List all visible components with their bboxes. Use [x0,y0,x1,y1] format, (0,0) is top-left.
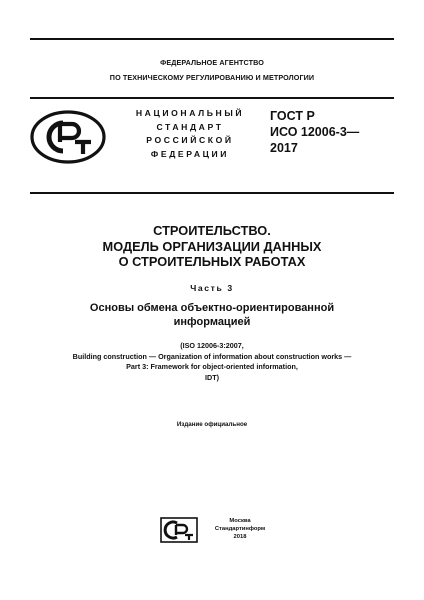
standard-number-line: ИСО 12006-3— [270,125,360,139]
document-title [40,223,384,270]
top-rule [30,38,394,40]
national-line: НАЦИОНАЛЬНЫЙ [135,108,245,118]
iso-line: Part 3: Framework for object-oriented information, [126,362,298,372]
national-line: СТАНДАРТ [156,121,224,132]
bottom-rule [30,192,394,194]
subtitle-line: Основы обмена объектно-ориентированной [89,302,335,314]
publisher-info [200,518,280,541]
iso-line: IDT) [205,372,219,382]
national-line: ФЕДЕРАЦИИ [150,148,230,159]
document-subtitle [40,301,384,329]
official-edition-label: Издание официальное [176,421,248,428]
iso-reference [20,341,404,383]
title-line: О СТРОИТЕЛЬНЫХ РАБОТАХ [118,254,306,269]
standartinform-logo-icon [160,517,198,543]
national-line: РОССИЙСКОЙ [146,135,234,145]
publisher-city: Москва [229,518,251,524]
part-label: Часть 3 [190,283,234,293]
middle-rule [30,97,394,99]
iso-line: (ISO 12006-3:2007, [180,341,244,350]
agency-name: ФЕДЕРАЛЬНОЕ АГЕНТСТВО [160,58,264,67]
iso-line: Building construction — Organization of information about construction works — [72,351,352,361]
national-standard-label [126,107,254,161]
standard-number-line: 2017 [270,141,298,155]
agency-subtitle: ПО ТЕХНИЧЕСКОМУ РЕГУЛИРОВАНИЮ И МЕТРОЛОГИИ [109,73,315,82]
title-line: СТРОИТЕЛЬСТВО. [153,223,271,238]
title-line: МОДЕЛЬ ОРГАНИЗАЦИИ ДАННЫХ [102,238,322,254]
standard-number-line: ГОСТ Р [270,109,315,123]
publisher-name: Стандартинформ [214,525,266,532]
subtitle-line: информацией [173,316,251,328]
gost-r-logo-icon [30,110,106,164]
standard-number [270,108,400,156]
publication-year: 2018 [233,533,247,540]
